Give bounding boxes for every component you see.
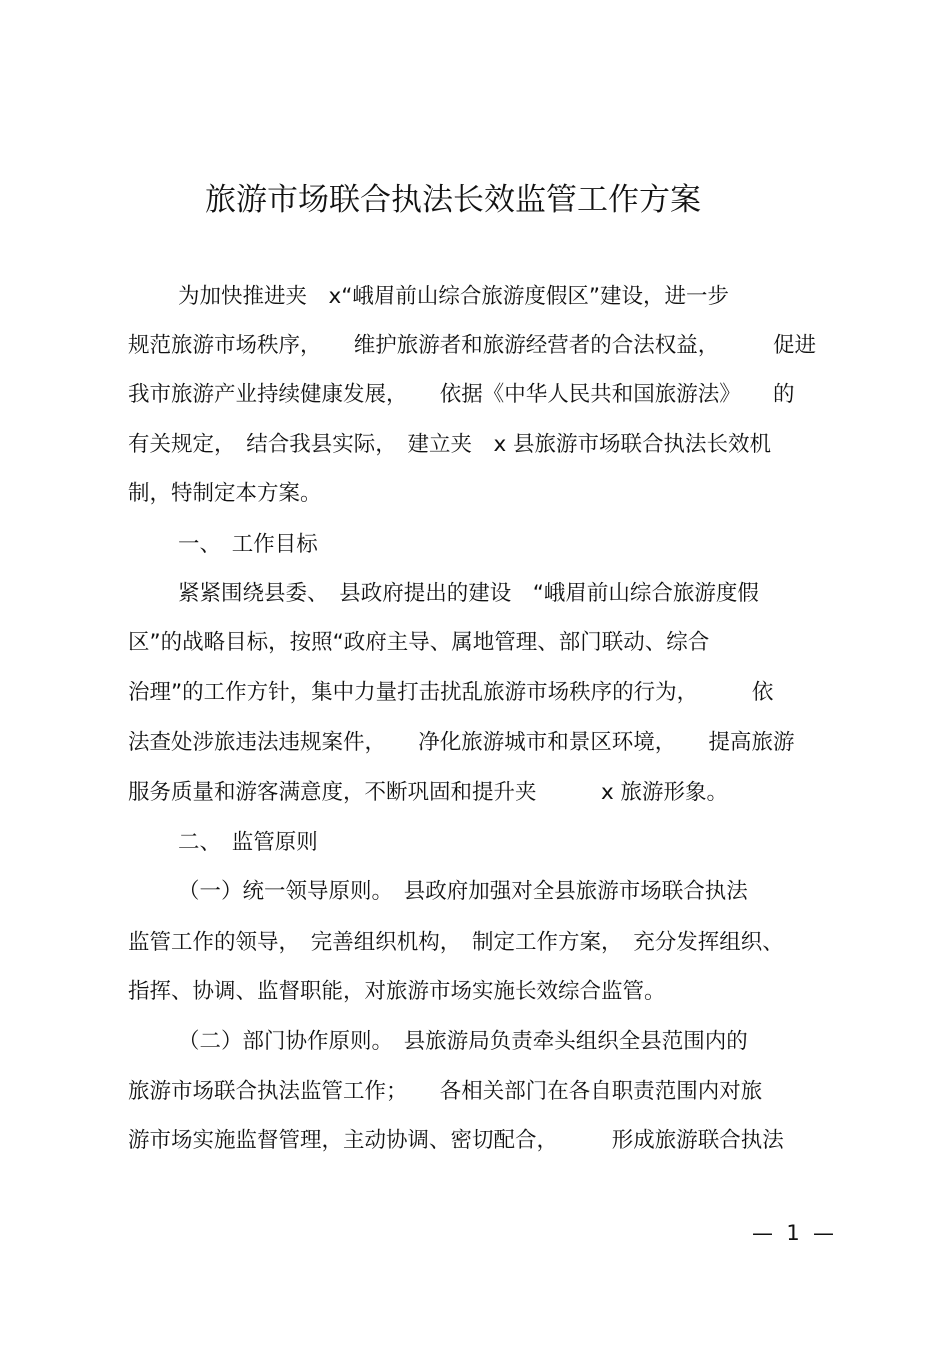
paragraph-line: 游市场实施监督管理，主动协调、密切配合， 形成旅游联合执法 (128, 1128, 784, 1153)
paragraph-line: （一）统一领导原则。 县政府加强对全县旅游市场联合执法 (178, 879, 748, 904)
paragraph-line: 区”的战略目标，按照“政府主导、属地管理、部门联动、综合 (128, 630, 710, 655)
paragraph-line: 服务质量和游客满意度，不断巩固和提升夹 x 旅游形象。 (128, 780, 729, 805)
paragraph-line: 监管工作的领导， 完善组织机构， 制定工作方案， 充分发挥组织、 (128, 930, 784, 955)
paragraph-line: 为加快推进夹 x“峨眉前山综合旅游度假区”建设，进一步 (178, 284, 730, 309)
paragraph-line: 法查处涉旅违法违规案件， 净化旅游城市和景区环境， 提高旅游 (128, 730, 795, 755)
paragraph-line: 旅游市场联合执法监管工作； 各相关部门在各自职责范围内对旅 (128, 1079, 763, 1104)
paragraph-line: （二）部门协作原则。 县旅游局负责牵头组织全县范围内的 (178, 1029, 748, 1054)
section-heading: 二、 监管原则 (178, 830, 318, 855)
section-heading: 一、 工作目标 (178, 532, 318, 557)
document-title: 旅游市场联合执法长效监管工作方案 (205, 182, 701, 218)
paragraph-line: 紧紧围绕县委、 县政府提出的建设 “峨眉前山综合旅游度假 (178, 581, 759, 606)
paragraph-line: 我市旅游产业持续健康发展， 依据《中华人民共和国旅游法》 的 (128, 382, 795, 407)
paragraph-line: 治理”的工作方针，集中力量打击扰乱旅游市场秩序的行为， 依 (128, 680, 774, 705)
paragraph-line: 制，特制定本方案。 (128, 481, 322, 506)
paragraph-line: 规范旅游市场秩序， 维护旅游者和旅游经营者的合法权益， 促进 (128, 333, 817, 358)
paragraph-line: 有关规定， 结合我县实际， 建立夹 x 县旅游市场联合执法长效机 (128, 432, 772, 457)
paragraph-line: 指挥、协调、监督职能，对旅游市场实施长效综合监管。 (128, 979, 666, 1004)
page-number: — 1 — (752, 1221, 835, 1245)
